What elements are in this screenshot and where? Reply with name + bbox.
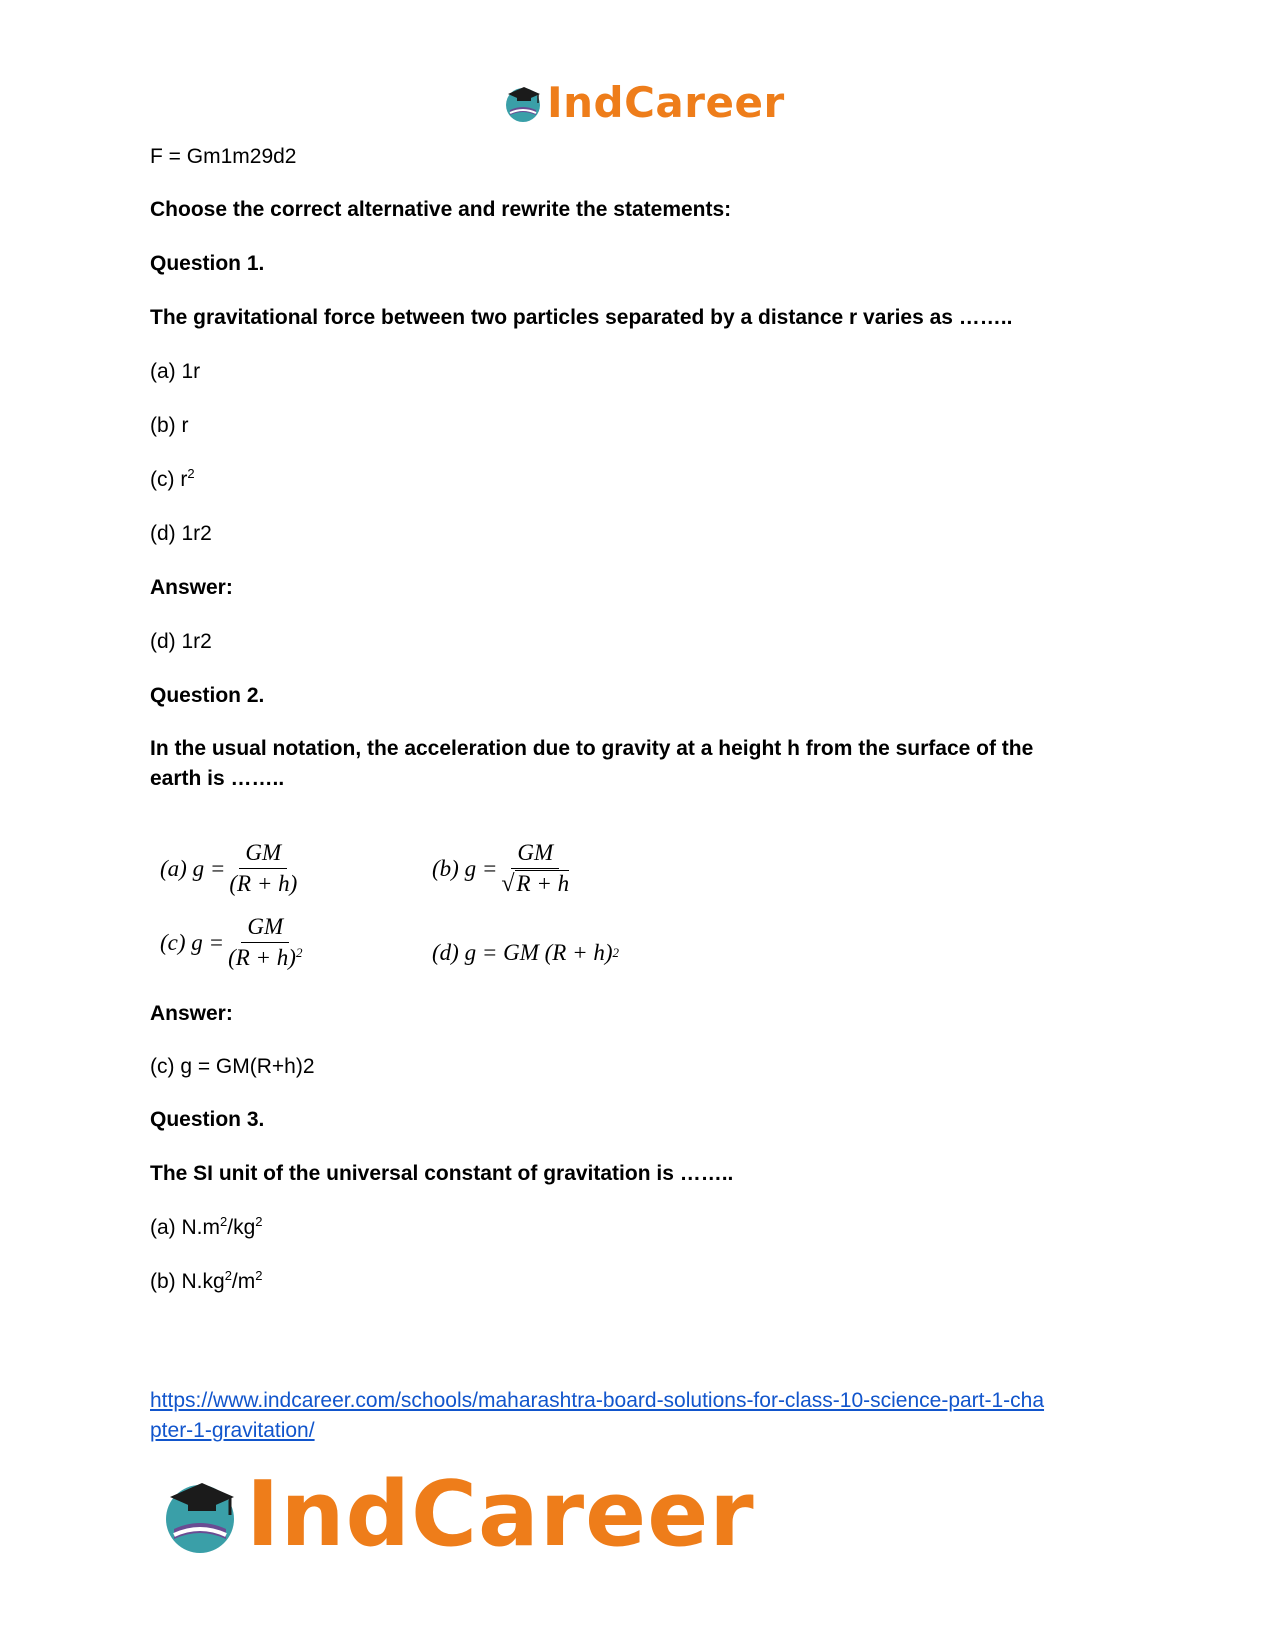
formula-c-denominator [228,943,302,971]
question-2-label: Question 2. [150,684,265,707]
q1-option-d: (d) 1r2 [150,522,212,545]
q1-option-c-text: (c) r [150,468,188,491]
formula-a-g: g = [192,855,226,881]
indcareer-logo-top [502,78,785,127]
q3-b-part2: /m [231,1270,256,1293]
q3-b-sup2: 2 [255,1268,263,1283]
logo-text: IndCareer [246,1462,755,1567]
formula-option-b [432,840,569,897]
formula-c-g: g = [191,929,225,955]
formula-b-denominator [501,869,569,897]
formula-c-fraction [228,914,302,971]
formula-c-denominator-base: (R + h) [228,945,296,970]
q3-a-part2: /kg [227,1216,256,1239]
book-globe-graduation-cap-icon [158,1473,242,1557]
formula-c-numerator: GM [241,914,289,943]
q1-answer: (d) 1r2 [150,630,212,653]
q1-answer-label: Answer: [150,576,233,599]
formula-c-sup: 2 [295,945,303,960]
indcareer-logo-bottom [158,1462,755,1567]
q3-b-sup1: 2 [224,1268,232,1283]
sqrt-icon: √ [501,871,515,897]
question-2-text-line2: earth is …….. [150,767,285,790]
q3-a-sup2: 2 [255,1214,263,1229]
formula-b-g: g = [464,855,498,881]
formula-a-label: (a) [160,855,187,881]
question-1-text: The gravitational force between two particles separated by a distance r varies as …….. [150,306,1013,329]
source-link-line1[interactable]: https://www.indcareer.com/schools/maharashtra-board-solutions-for-class-10-science-part-1-cha [150,1389,1045,1412]
formula-b-fraction [501,840,569,897]
q3-a-part1: (a) N.m [150,1216,220,1239]
formula-d-label: (d) [432,940,459,965]
q3-option-b [150,1268,262,1296]
q3-a-sup1: 2 [220,1214,228,1229]
source-link[interactable] [150,1386,1130,1446]
formula-a-fraction [229,840,297,897]
question-3-text: The SI unit of the universal constant of gravitation is …….. [150,1162,734,1185]
question-1-label: Question 1. [150,252,265,275]
q1-option-b: (b) r [150,414,189,437]
formula-b-numerator: GM [511,840,559,869]
question-2-text-line1: In the usual notation, the acceleration due to gravity at a height h from the surface of the [150,737,1034,760]
question-3-label: Question 3. [150,1108,265,1131]
instruction: Choose the correct alternative and rewrite the statements: [150,198,732,221]
q2-answer: (c) g = GM(R+h)2 [150,1055,315,1078]
formula-d-expr: g = GM (R + h) [464,940,613,965]
q3-option-a [150,1214,262,1242]
q1-option-c [150,466,195,494]
formula-a-numerator: GM [239,840,287,869]
formula-c-label: (c) [160,929,186,955]
q1-option-a: (a) 1r [150,360,201,383]
q1-option-c-sup: 2 [187,466,195,481]
logo-text: IndCareer [547,78,785,127]
source-link-line2[interactable]: pter-1-gravitation/ [150,1419,315,1442]
formula-option-a [160,840,297,897]
formula-a-denominator: (R + h) [229,871,298,896]
formula-b-label: (b) [432,855,459,881]
q2-answer-label: Answer: [150,1002,233,1025]
q2-formula-options [150,840,670,990]
q3-b-part1: (b) N.kg [150,1270,225,1293]
formula-b-radicand: R + h [516,871,570,896]
formula-option-d: (d) g = GM (R + h) 2 [432,940,620,965]
formula-option-c [160,914,302,971]
formula-line: F = Gm1m29d2 [150,145,297,168]
book-globe-graduation-cap-icon [502,82,544,124]
